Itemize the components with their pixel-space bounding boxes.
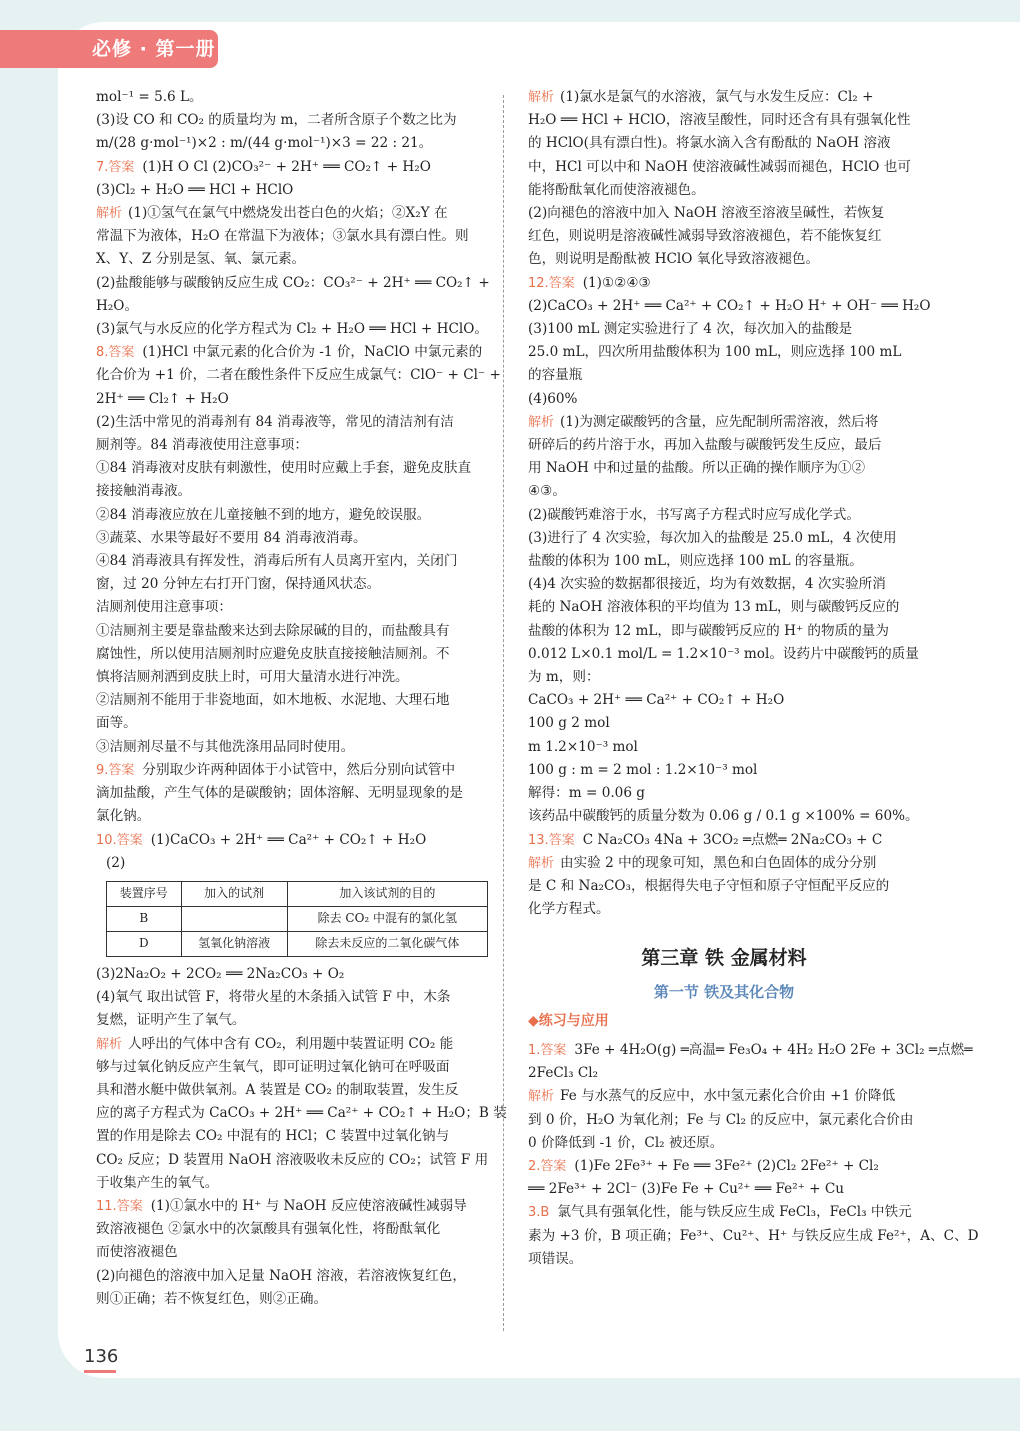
answer-label: 答案 — [548, 832, 575, 848]
line-text: 100 g : m = 2 mol : 1.2×10⁻³ mol — [528, 761, 758, 778]
page-number-underline — [84, 1370, 116, 1373]
text-line — [96, 1241, 490, 1264]
text-line — [96, 225, 490, 248]
text-line — [96, 573, 490, 596]
text-line — [528, 434, 920, 457]
line-text: 滴加盐酸，产生气体的是碳酸钠；固体溶解、无明显现象的是 — [96, 785, 464, 802]
line-text: 素为 +3 价，B 项正确；Fe³⁺、Cu²⁺、H⁺ 与铁反应生成 Fe²⁺，A、C、D — [528, 1227, 979, 1244]
answer-label: 答案 — [540, 1158, 567, 1174]
line-text: ④84 消毒液具有挥发性，消毒后所有人员离开室内，关闭门 — [96, 553, 458, 570]
line-text: m 1.2×10⁻³ mol — [528, 738, 638, 755]
text-line — [528, 1132, 920, 1155]
column-divider — [503, 95, 504, 1331]
line-text: (2)CaCO₃ + 2H⁺ ══ Ca²⁺ + CO₂↑ + H₂O H⁺ + OH⁻ ══ H₂O — [528, 297, 931, 314]
question-number: 3. — [528, 1205, 541, 1221]
text-line — [528, 341, 920, 364]
text-line — [528, 1109, 920, 1132]
book-tab: 必修 · 第一册 — [0, 30, 218, 68]
text-line — [96, 782, 490, 805]
line-text: 盐酸的体积为 12 mL，即与碳酸钙反应的 H⁺ 的物质的量为 — [528, 622, 889, 639]
text-line — [96, 109, 490, 132]
text-line — [528, 457, 920, 480]
line-text: 能将酚酞氧化而使溶液褪色。 — [528, 181, 705, 198]
text-line — [96, 805, 490, 828]
text-line — [96, 1009, 490, 1032]
line-text: (1)为测定碳酸钙的含量，应先配制所需溶液，然后将 — [560, 413, 879, 430]
line-text: H₂O ══ HCl + HClO，溶液呈酸性，同时还含有具有强氧化性 — [528, 112, 911, 129]
line-text: Fe 与水蒸气的反应中，水中氢元素化合价由 +1 价降低 — [560, 1088, 896, 1105]
table-row — [107, 906, 488, 931]
line-text: 应的离子方程式为 CaCO₃ + 2H⁺ ══ Ca²⁺ + CO₂↑ + H₂O；B 装 — [96, 1105, 507, 1122]
text-line — [528, 411, 920, 434]
line-text: ①洁厕剂主要是靠盐酸来达到去除尿碱的目的，而盐酸具有 — [96, 622, 450, 639]
line-text: X、Y、Z 分别是氢、氧、氯元素。 — [96, 251, 306, 268]
line-text: 0.012 L×0.1 mol/L = 1.2×10⁻³ mol。设药片中碳酸钙的质量 — [528, 645, 919, 662]
line-text: 分别取少许两种固体于小试管中，然后分别向试管中 — [142, 761, 456, 778]
line-text: (1)CaCO₃ + 2H⁺ ══ Ca²⁺ + CO₂↑ + H₂O — [150, 831, 427, 848]
text-line — [96, 596, 490, 619]
line-text: C Na₂CO₃ 4Na + 3CO₂ ═点燃═ 2Na₂CO₃ + C — [582, 831, 883, 848]
text-line — [528, 1178, 920, 1201]
line-text: ④③。 — [528, 483, 566, 500]
text-line — [96, 457, 490, 480]
text-line — [528, 1039, 973, 1062]
line-text: 0 价降低到 -1 价，Cl₂ 被还原。 — [528, 1134, 724, 1151]
question-number: 1. — [528, 1042, 541, 1058]
text-line — [528, 666, 920, 689]
text-line — [528, 156, 920, 179]
line-text: 洁厕剂使用注意事项： — [96, 599, 232, 616]
text-line — [96, 248, 490, 271]
table-header: 装置序号 — [107, 881, 182, 906]
text-line — [528, 689, 920, 712]
text-line — [96, 1149, 490, 1172]
text-line — [96, 527, 490, 550]
table-cell: 除去 CO₂ 中混有的氯化氢 — [287, 906, 487, 931]
table-row — [107, 931, 488, 956]
text-line — [528, 527, 920, 550]
analysis-label: 解析 — [96, 1036, 123, 1052]
analysis-label: 解析 — [528, 414, 555, 430]
table-header: 加入该试剂的目的 — [287, 881, 487, 906]
text-line — [528, 1062, 920, 1085]
text-line — [96, 179, 490, 202]
left-column — [96, 86, 507, 1311]
text-line — [528, 736, 920, 759]
question-number: 9. — [96, 762, 109, 778]
text-line — [96, 963, 490, 986]
line-text: (1)氯水是氯气的水溶液，氯气与水发生反应：Cl₂ + — [560, 89, 874, 105]
answer-label: 答案 — [108, 345, 135, 361]
text-line — [528, 225, 920, 248]
text-line — [528, 759, 920, 782]
line-text: (1)HCl 中氯元素的化合价为 -1 价，NaClO 中氯元素的 — [142, 344, 483, 361]
text-line — [96, 480, 490, 503]
text-line — [528, 388, 920, 411]
text-line — [96, 318, 490, 341]
line-text: (1)H O Cl (2)CO₃²⁻ + 2H⁺ ══ CO₂↑ + H₂O — [142, 158, 431, 175]
table-cell: 氢氧化钠溶液 — [181, 931, 287, 956]
text-line — [96, 411, 490, 434]
text-line — [528, 712, 920, 735]
line-text: 的 HClO(具有漂白性)。将氯水滴入含有酚酞的 NaOH 溶液 — [528, 135, 891, 152]
analysis-label: 解析 — [528, 855, 555, 871]
text-line — [96, 852, 490, 875]
question-number: 12. — [528, 275, 549, 291]
question-number: 7. — [96, 159, 109, 175]
line-text: mol⁻¹ = 5.6 L。 — [96, 89, 203, 105]
line-text: 中，HCl 可以中和 NaOH 使溶液碱性减弱而褪色，HClO 也可 — [528, 158, 911, 175]
table-cell: D — [107, 931, 182, 956]
line-text: 人呼出的气体中含有 CO₂，利用题中装置证明 CO₂ 能 — [128, 1035, 454, 1052]
line-text: m/(28 g·mol⁻¹)×2 : m/(44 g·mol⁻¹)×3 = 22 : 21。 — [96, 135, 433, 152]
text-line — [96, 1125, 490, 1148]
line-text: ②84 消毒液应放在儿童接触不到的地方，避免皎误服。 — [96, 506, 431, 523]
line-text: 为 m，则： — [528, 669, 600, 686]
text-line — [528, 318, 920, 341]
text-line — [96, 156, 490, 179]
line-text: (2)盐酸能够与碳酸钠反应生成 CO₂：CO₃²⁻ + 2H⁺ ══ CO₂↑ + — [96, 274, 490, 291]
text-line — [96, 986, 490, 1009]
text-line — [528, 898, 920, 921]
text-line — [528, 852, 920, 875]
text-line — [96, 1056, 490, 1079]
text-line — [96, 1218, 490, 1241]
line-text: 红色，则说明是溶液碱性减弱导致溶液褪色，若不能恢复红 — [528, 228, 882, 245]
text-line — [96, 643, 490, 666]
question-number: 2. — [528, 1158, 541, 1174]
text-line — [528, 202, 920, 225]
question-number: 10. — [96, 832, 117, 848]
analysis-label: 解析 — [528, 90, 555, 105]
line-text: 解得：m = 0.06 g — [528, 785, 645, 802]
line-text: 100 g 2 mol — [528, 715, 610, 732]
text-line — [528, 596, 920, 619]
line-text: 是 C 和 Na₂CO₃，根据得失电子守恒和原子守恒配平反应的 — [528, 877, 890, 894]
line-text: CO₂ 反应；D 装置用 NaOH 溶液吸收未反应的 CO₂；试管 F 用 — [96, 1151, 489, 1168]
line-text: 化学方程式。 — [528, 901, 610, 918]
text-line — [96, 132, 490, 155]
line-text: 厕剂等。84 消毒液使用注意事项： — [96, 437, 308, 454]
text-line — [528, 620, 920, 643]
text-line — [96, 759, 490, 782]
line-text: 复燃，证明产生了氧气。 — [96, 1012, 246, 1029]
line-text: 氯气具有强氧化性，能与铁反应生成 FeCl₃，FeCl₃ 中铁元 — [557, 1204, 912, 1221]
text-line — [528, 109, 920, 132]
question-number: 13. — [528, 832, 549, 848]
line-text: 具和潜水艇中做供氧剂。A 装置是 CO₂ 的制取装置，发生反 — [96, 1081, 459, 1098]
answer-label: 答案 — [108, 159, 135, 175]
line-text: (4)氧气 取出试管 F，将带火星的木条插入试管 F 中，木条 — [96, 989, 451, 1006]
text-line — [96, 388, 490, 411]
text-line — [96, 341, 490, 364]
line-text: 慎将洁厕剂洒到皮肤上时，可用大量清水进行冲洗。 — [96, 669, 409, 686]
text-line — [96, 1079, 490, 1102]
line-text: 25.0 mL，四次所用盐酸体积为 100 mL，则应选择 100 mL — [528, 344, 902, 361]
text-line — [96, 829, 490, 852]
line-text: 2FeCl₃ Cl₂ — [528, 1065, 599, 1082]
line-text: (1)Fe 2Fe³⁺ + Fe ══ 3Fe²⁺ (2)Cl₂ 2Fe²⁺ + Cl₂ — [574, 1157, 879, 1174]
text-line — [528, 1155, 920, 1178]
text-line — [528, 132, 920, 155]
line-text: (2) — [106, 854, 126, 871]
line-text: CaCO₃ + 2H⁺ ══ Ca²⁺ + CO₂↑ + H₂O — [528, 692, 785, 709]
text-line — [96, 666, 490, 689]
line-text: (1)①氯水中的 H⁺ 与 NaOH 反应使溶液碱性减弱导 — [150, 1197, 467, 1214]
subsection-heading: ◆练习与应用 — [528, 1012, 609, 1029]
text-line — [528, 1225, 979, 1248]
text-line — [528, 829, 920, 852]
text-line — [528, 179, 920, 202]
text-line — [96, 364, 501, 387]
line-text: 项错误。 — [528, 1250, 583, 1267]
text-line — [528, 272, 920, 295]
line-text: (1)①氢气在氯气中燃烧发出苍白色的火焰；②X₂Y 在 — [128, 205, 448, 222]
chapter-title: 第三章 铁 金属材料 — [641, 947, 807, 970]
answer-label: 答案 — [116, 832, 143, 848]
text-line — [96, 1265, 490, 1288]
text-line — [528, 643, 920, 666]
text-line — [528, 550, 920, 573]
line-text: ②洁厕剂不能用于非瓷地面，如木地板、水泥地、大理石地 — [96, 692, 450, 709]
line-text: 窗，过 20 分钟左右打开门窗，保持通风状态。 — [96, 576, 381, 593]
line-text: 耗的 NaOH 溶液体积的平均值为 13 mL，则与碳酸钙反应的 — [528, 599, 900, 616]
line-text: 腐蚀性，所以使用洁厕剂时应避免皮肤直接接触洁厕剂。不 — [96, 645, 450, 662]
text-line — [528, 86, 920, 109]
line-text: (4)4 次实验的数据都很接近，均为有效数据，4 次实验所消 — [528, 576, 886, 593]
line-text: (3)设 CO 和 CO₂ 的质量均为 m，二者所含原子个数之比为 — [96, 112, 457, 129]
table-cell: 除去未反应的二氧化碳气体 — [287, 931, 487, 956]
line-text: 2H⁺ ══ Cl₂↑ + H₂O — [96, 390, 229, 407]
text-line — [528, 805, 920, 828]
line-text: 置的作用是除去 CO₂ 中混有的 HCl；C 装置中过氧化钠与 — [96, 1128, 450, 1145]
text-line — [96, 550, 490, 573]
table-cell: B — [107, 906, 182, 931]
reagent-table — [106, 881, 488, 957]
line-text: 盐酸的体积为 100 mL，则应选择 100 mL 的容量瓶。 — [528, 553, 863, 570]
section-title: 第一节 铁及其化合物 — [653, 982, 795, 1001]
line-text: 化合价为 +1 价，二者在酸性条件下反应生成氯气：ClO⁻ + Cl⁻ + — [96, 367, 501, 384]
line-text: (1)①②④③ — [582, 274, 651, 291]
line-text: ③洁厕剂尽量不与其他洗涤用品同时使用。 — [96, 738, 355, 755]
answer-label: 答案 — [540, 1042, 567, 1058]
answer-label: B — [540, 1205, 550, 1221]
line-text: 面等。 — [96, 715, 137, 732]
line-text: 氯化钠。 — [96, 808, 151, 825]
line-text: 常温下为液体，H₂O 在常温下为液体；③氯水具有漂白性。则 — [96, 228, 469, 245]
text-line — [96, 202, 490, 225]
text-line — [528, 248, 920, 271]
line-text: ①84 消毒液对皮肤有刺激性，使用时应戴上手套，避免皮肤直 — [96, 460, 472, 477]
line-text: 研碎后的药片溶于水，再加入盐酸与碳酸钙发生反应，最后 — [528, 437, 882, 454]
line-text: 由实验 2 中的现象可知，黑色和白色固体的成分分别 — [560, 854, 877, 871]
question-number: 11. — [96, 1198, 117, 1214]
line-text: ══ 2Fe³⁺ + 2Cl⁻ (3)Fe Fe + Cu²⁺ ══ Fe²⁺ + Cu — [528, 1181, 845, 1198]
text-line — [96, 1195, 490, 1218]
text-line — [528, 1201, 920, 1224]
line-text: 到 0 价，H₂O 为氧化剂；Fe 与 Cl₂ 的反应中，氯元素化合价由 — [528, 1111, 914, 1128]
text-line — [528, 1085, 920, 1108]
question-number: 8. — [96, 345, 109, 361]
text-line — [96, 736, 490, 759]
text-line — [528, 364, 920, 387]
line-text: H₂O。 — [96, 297, 139, 314]
line-text: (3)进行了 4 次实验，每次加入的盐酸是 25.0 mL，4 次使用 — [528, 529, 897, 546]
text-line — [96, 1102, 507, 1125]
page-number: 136 — [84, 1346, 119, 1367]
right-column — [528, 86, 979, 1271]
line-text: 接接触消毒液。 — [96, 483, 192, 500]
text-line — [528, 573, 920, 596]
text-line — [528, 782, 920, 805]
text-line — [96, 434, 490, 457]
line-text: 而使溶液褪色 — [96, 1244, 178, 1261]
line-text: 的容量瓶 — [528, 367, 583, 384]
text-line — [96, 86, 490, 109]
line-text: (2)生活中常见的消毒剂有 84 消毒液等，常见的清洁剂有洁 — [96, 413, 454, 430]
answer-label: 答案 — [108, 762, 135, 778]
text-line — [528, 875, 920, 898]
text-line — [96, 295, 490, 318]
text-line — [96, 620, 490, 643]
line-text: 3Fe + 4H₂O(g) ═高温═ Fe₃O₄ + 4H₂ H₂O 2Fe + 3Cl₂ ═点燃═ — [574, 1041, 973, 1058]
line-text: (4)60% — [528, 390, 578, 407]
line-text: (2)向褪色的溶液中加入足量 NaOH 溶液，若溶液恢复红色， — [96, 1267, 466, 1284]
text-line — [96, 272, 490, 295]
line-text: (2)碳酸钙难溶于水，书写离子方程式时应写成化学式。 — [528, 506, 860, 523]
answer-label: 答案 — [116, 1198, 143, 1214]
text-line — [96, 504, 490, 527]
line-text: (3)氯气与水反应的化学方程式为 Cl₂ + H₂O ══ HCl + HClO。 — [96, 321, 488, 338]
text-line — [96, 712, 490, 735]
text-line — [96, 1288, 490, 1311]
line-text: 色，则说明是酚酞被 HClO 氧化导致溶液褪色。 — [528, 251, 820, 268]
text-line — [528, 504, 920, 527]
line-text: 够与过氧化钠反应产生氧气，即可证明过氧化钠可在呼吸面 — [96, 1058, 450, 1075]
analysis-label: 解析 — [528, 1089, 555, 1105]
line-text: (3)2Na₂O₂ + 2CO₂ ══ 2Na₂CO₃ + O₂ — [96, 965, 345, 982]
text-line — [96, 1172, 490, 1195]
text-line — [96, 689, 490, 712]
line-text: 则①正确；若不恢复红色，则②正确。 — [96, 1290, 328, 1307]
line-text: 致溶液褪色 ②氯水中的次氯酸具有强氧化性，将酚酞氧化 — [96, 1221, 441, 1238]
text-line — [528, 1248, 920, 1271]
table-cell — [181, 906, 287, 931]
answer-label: 答案 — [548, 275, 575, 291]
table-header: 加入的试剂 — [181, 881, 287, 906]
line-text: 该药品中碳酸钙的质量分数为 0.06 g / 0.1 g ×100% = 60%。 — [528, 808, 919, 825]
line-text: 于收集产生的氧气。 — [96, 1174, 219, 1191]
line-text: (2)向褪色的溶液中加入 NaOH 溶液至溶液呈碱性，若恢复 — [528, 205, 885, 222]
line-text: (3)100 mL 测定实验进行了 4 次，每次加入的盐酸是 — [528, 321, 853, 338]
line-text: 用 NaOH 中和过量的盐酸。所以正确的操作顺序为①② — [528, 460, 866, 477]
line-text: (3)Cl₂ + H₂O ══ HCl + HClO — [96, 181, 294, 198]
analysis-label: 解析 — [96, 206, 123, 222]
line-text: ③蔬菜、水果等最好不要用 84 消毒液消毒。 — [96, 529, 367, 546]
text-line — [528, 295, 931, 318]
text-line — [96, 1033, 490, 1056]
text-line — [528, 480, 920, 503]
